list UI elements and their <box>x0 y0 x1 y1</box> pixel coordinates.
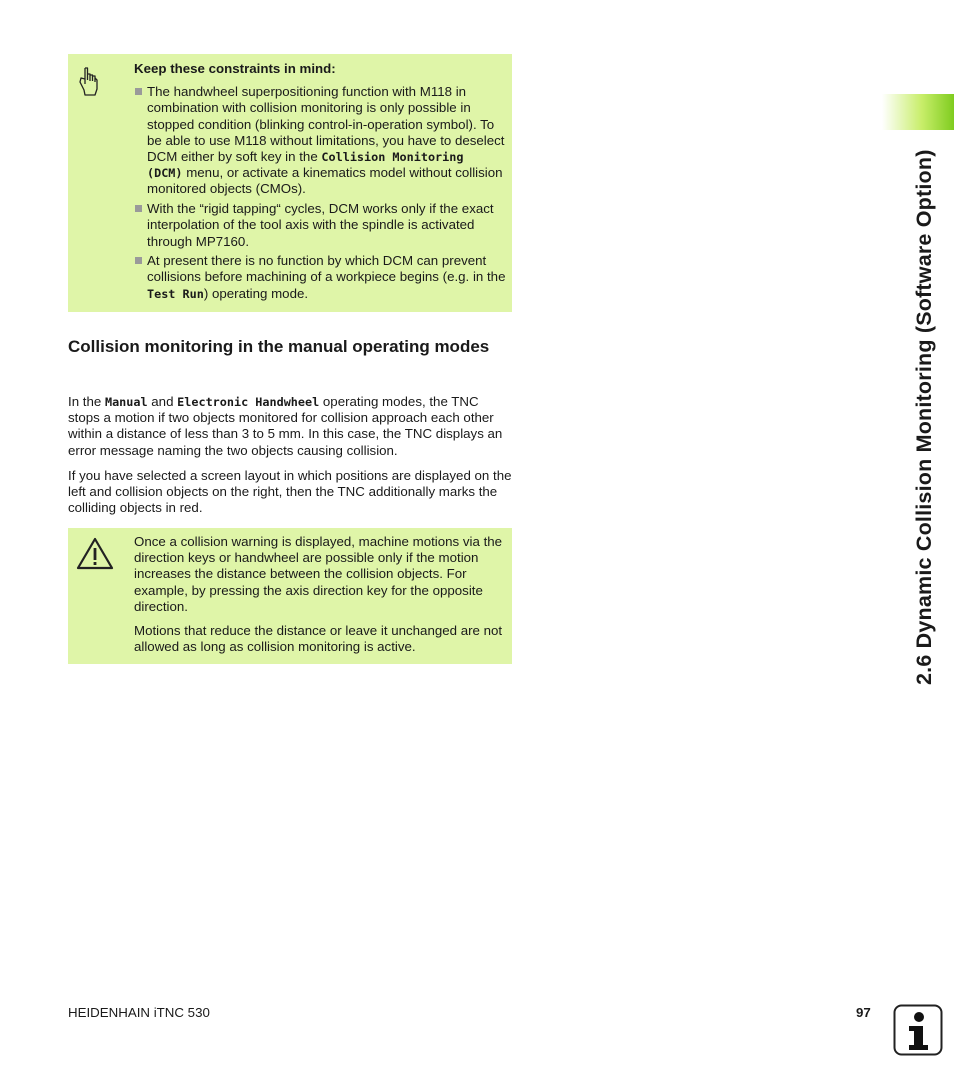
section-paragraph-1 <box>68 394 514 459</box>
note-item-3-text-b: ) operating mode. <box>203 285 309 301</box>
note-item-3-text-a: At present there is no function by which DCM can prevent collisions before machining of a workpiece begins (e.g. in the <box>147 253 506 285</box>
page-number: 97 <box>856 1005 871 1020</box>
note-item-3 <box>134 253 506 302</box>
bullet-square-icon <box>135 257 142 264</box>
note-item-1 <box>134 84 506 197</box>
softkey-collision-monitoring: Collision Monitoring (DCM) <box>147 150 464 181</box>
mode-test-run: Test Run <box>147 286 204 301</box>
chapter-tab <box>882 94 954 130</box>
note-item-2 <box>134 201 506 250</box>
footer-product: HEIDENHAIN iTNC 530 <box>68 1005 210 1020</box>
note-item-1-text-a: The handwheel superpositioning function with M118 in combination with collision monitoring is only possible in stopped condition (blinking control-in-operation symbol). To be able to use M118 without limitations, you have to deselect DCM either by soft key in the <box>147 84 505 165</box>
bullet-square-icon <box>135 88 142 95</box>
mode-manual: Manual <box>104 395 148 409</box>
para-text: In the <box>68 394 105 409</box>
warning-box <box>68 528 512 664</box>
warning-content <box>134 534 506 663</box>
para-text: operating modes, the TNC stops a motion if two objects monitored for collision approach each other within a distance of less than 3 to 5 mm. In this case, the TNC displays an error message naming the two objects causing collision. <box>68 394 503 458</box>
note-heading: Keep these constraints in mind: <box>134 61 336 76</box>
warning-triangle-icon <box>76 537 114 576</box>
chapter-title: 2.6 Dynamic Collision Monitoring (Software Option) <box>912 149 936 685</box>
section-paragraph-2: If you have selected a screen layout in which positions are displayed on the left and collision objects on the right, then the TNC additionally marks the colliding objects in red. <box>68 468 512 516</box>
para-text: and <box>147 394 178 409</box>
note-box <box>68 54 512 312</box>
info-icon[interactable] <box>893 1004 943 1061</box>
mode-electronic-handwheel: Electronic Handwheel <box>177 395 320 409</box>
warning-paragraph-2: Motions that reduce the distance or leave it unchanged are not allowed as long as collision monitoring is active. <box>134 623 503 655</box>
section-heading: Collision monitoring in the manual operating modes <box>68 337 490 356</box>
pointing-hand-icon <box>76 66 102 103</box>
note-content <box>134 61 506 305</box>
bullet-square-icon <box>135 205 142 212</box>
warning-paragraph-1: Once a collision warning is displayed, machine motions via the direction keys or handwheel are possible only if the motion increases the distance between the collision objects. For example, by pressing the axis direction key for the opposite direction. <box>134 534 503 614</box>
note-item-1-text-b: menu, or activate a kinematics model without collision monitored objects (CMOs). <box>147 165 503 197</box>
note-item-2-text: With the “rigid tapping“ cycles, DCM works only if the exact interpolation of the tool axis with the spindle is activated through MP7160. <box>147 201 494 249</box>
